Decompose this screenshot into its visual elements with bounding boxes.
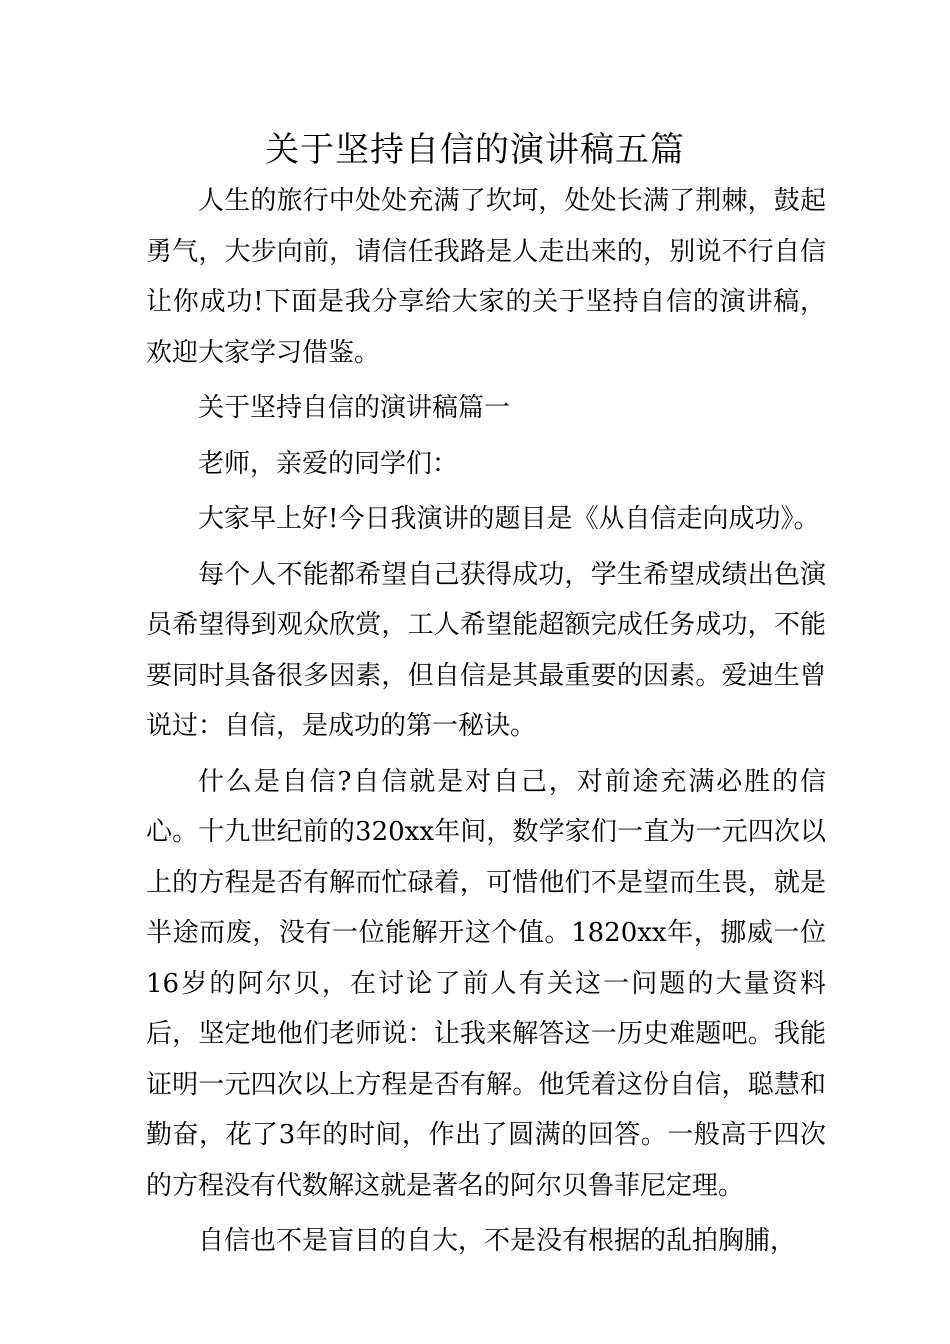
paragraph-intro: 人生的旅行中处处充满了坎坷，处处长满了荆棘，鼓起勇气，大步向前，请信任我路是人走出来的，别说不行自信让你成功!下面是我分享给大家的关于坚持自信的演讲稿，欢迎大家学习借鉴。 [146,186,826,368]
paragraph-not-arrogance: 自信也不是盲目的自大，不是没有根据的乱拍胸脯， [198,1226,797,1256]
paragraph-opening: 大家早上好!今日我演讲的题目是《从自信走向成功》。 [198,504,820,534]
document-body [146,176,826,1267]
paragraph-success-factors: 每个人不能都希望自己获得成功，学生希望成绩出色演员希望得到观众欣赏，工人希望能超额完成任务成功，不能要同时具备很多因素，但自信是其最重要的因素。爱迪生曾说过：自信，是成功的第一秘诀。 [146,559,826,741]
document-title: 关于坚持自信的演讲稿五篇 [265,130,685,170]
paragraph-section-heading: 关于坚持自信的演讲稿篇一 [198,393,511,423]
paragraph-what-is-confidence: 什么是自信?自信就是对自己，对前途充满必胜的信心。十九世纪前的320xx年间，数学家们一直为一元四次以上的方程是否有解而忙碌着，可惜他们不是望而生畏，就是半途而废，没有一位能解开这个值。1820xx年，挪威一位16岁的阿尔贝，在讨论了前人有关这一问题的大量资料后，坚定地他们老师说：让我来解答这一历史难题吧。我能证明一元四次以上方程是否有解。他凭着这份自信，聪慧和勤奋，花了3年的时间，作出了圆满的回答。一般高于四次的方程没有代数解这就是著名的阿尔贝鲁菲尼定理。 [146,766,826,1201]
paragraph-greeting: 老师，亲爱的同学们： [198,448,459,479]
